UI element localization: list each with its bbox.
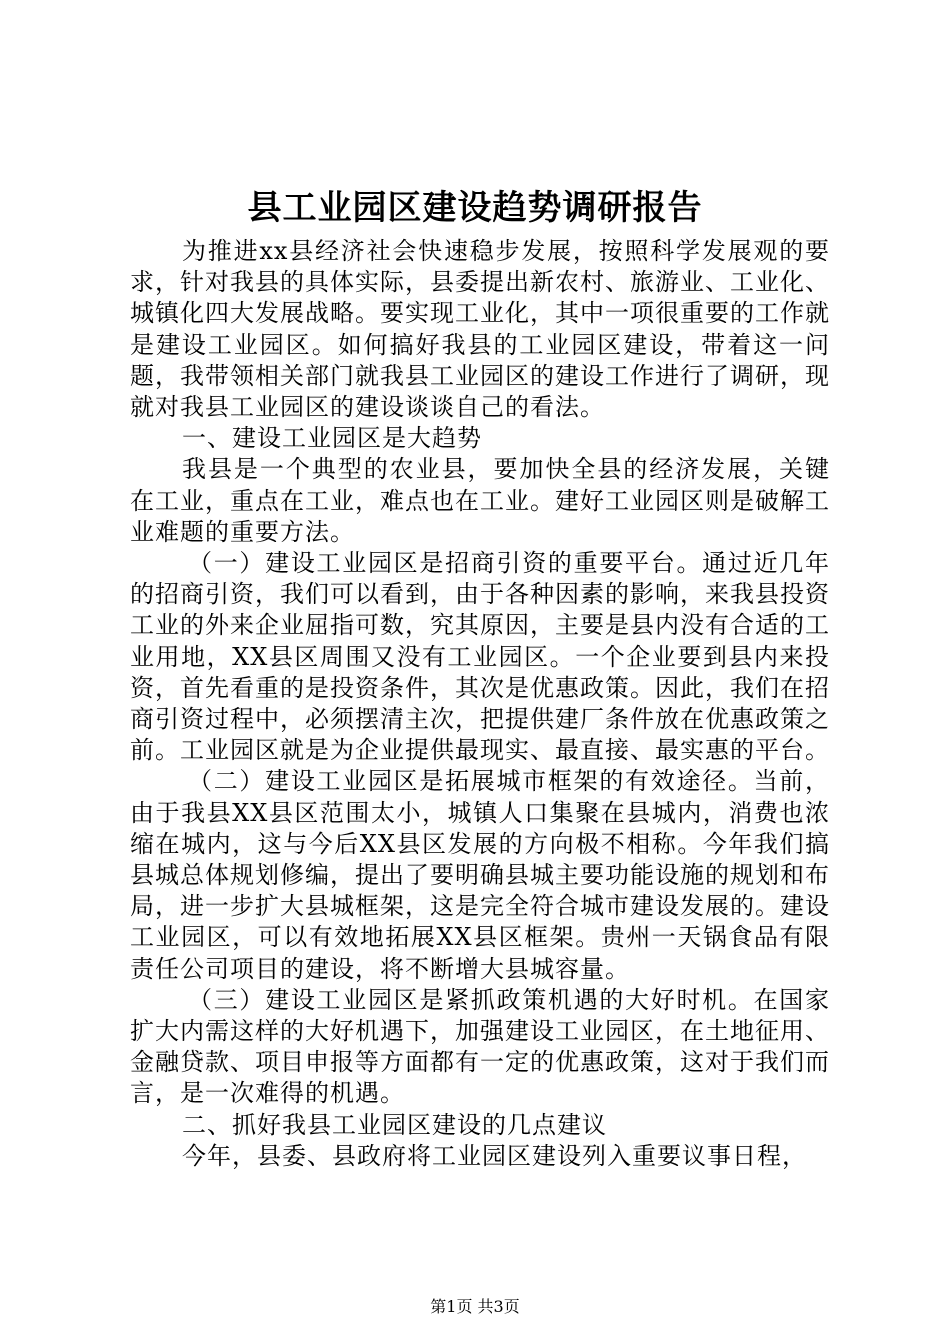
paragraph-closing: 今年，县委、县政府将工业园区建设列入重要议事日程， bbox=[182, 1141, 807, 1170]
page-footer: 第1页 共3页 bbox=[430, 1297, 520, 1316]
section-heading-1: 一、建设工业园区是大趋势 bbox=[182, 424, 482, 453]
section-heading-2: 二、抓好我县工业园区建设的几点建议 bbox=[182, 1110, 607, 1139]
paragraph-overview: 我县是一个典型的农业县，要加快全县的经济发展，关键在工业，重点在工业，难点也在工业。建好工业园区则是破解工业难题的重要方法。 bbox=[130, 455, 830, 546]
document-title: 县工业园区建设趋势调研报告 bbox=[247, 188, 703, 228]
paragraph-point-2: （二）建设工业园区是拓展城市框架的有效途径。当前，由于我县XX县区范围太小，城镇人口集聚在县城内，消费也浓缩在城内，这与今后XX县区发展的方向极不相称。今年我们搞县城总体规划修编，提出了要明确县城主要功能设施的规划和布局，进一步扩大县城框架，这是完全符合城市建设发展的。建设工业园区，可以有效地拓展XX县区框架。贵州一天锅食品有限责任公司项目的建设，将不断增大县城容量。 bbox=[130, 767, 830, 983]
paragraph-intro: 为推进xx县经济社会快速稳步发展，按照科学发展观的要求，针对我县的具体实际，县委提出新农村、旅游业、工业化、城镇化四大发展战略。要实现工业化，其中一项很重要的工作就是建设工业园区。如何搞好我县的工业园区建设，带着这一问题，我带领相关部门就我县工业园区的建设工作进行了调研，现就对我县工业园区的建设谈谈自己的看法。 bbox=[130, 237, 830, 422]
document-body bbox=[130, 236, 830, 1172]
paragraph-point-1: （一）建设工业园区是招商引资的重要平台。通过近几年的招商引资，我们可以看到，由于各种因素的影响，来我县投资工业的外来企业屈指可数，究其原因，主要是县内没有合适的工业用地，XX县区周围又没有工业园区。一个企业要到县内来投资，首先看重的是投资条件，其次是优惠政策。因此，我们在招商引资过程中，必须摆清主次，把提供建厂条件放在优惠政策之前。工业园区就是为企业提供最现实、最直接、最实惠的平台。 bbox=[130, 549, 830, 765]
paragraph-point-3: （三）建设工业园区是紧抓政策机遇的大好时机。在国家扩大内需这样的大好机遇下，加强建设工业园区，在土地征用、金融贷款、项目申报等方面都有一定的优惠政策，这对于我们而言，是一次难得的机遇。 bbox=[130, 985, 830, 1108]
